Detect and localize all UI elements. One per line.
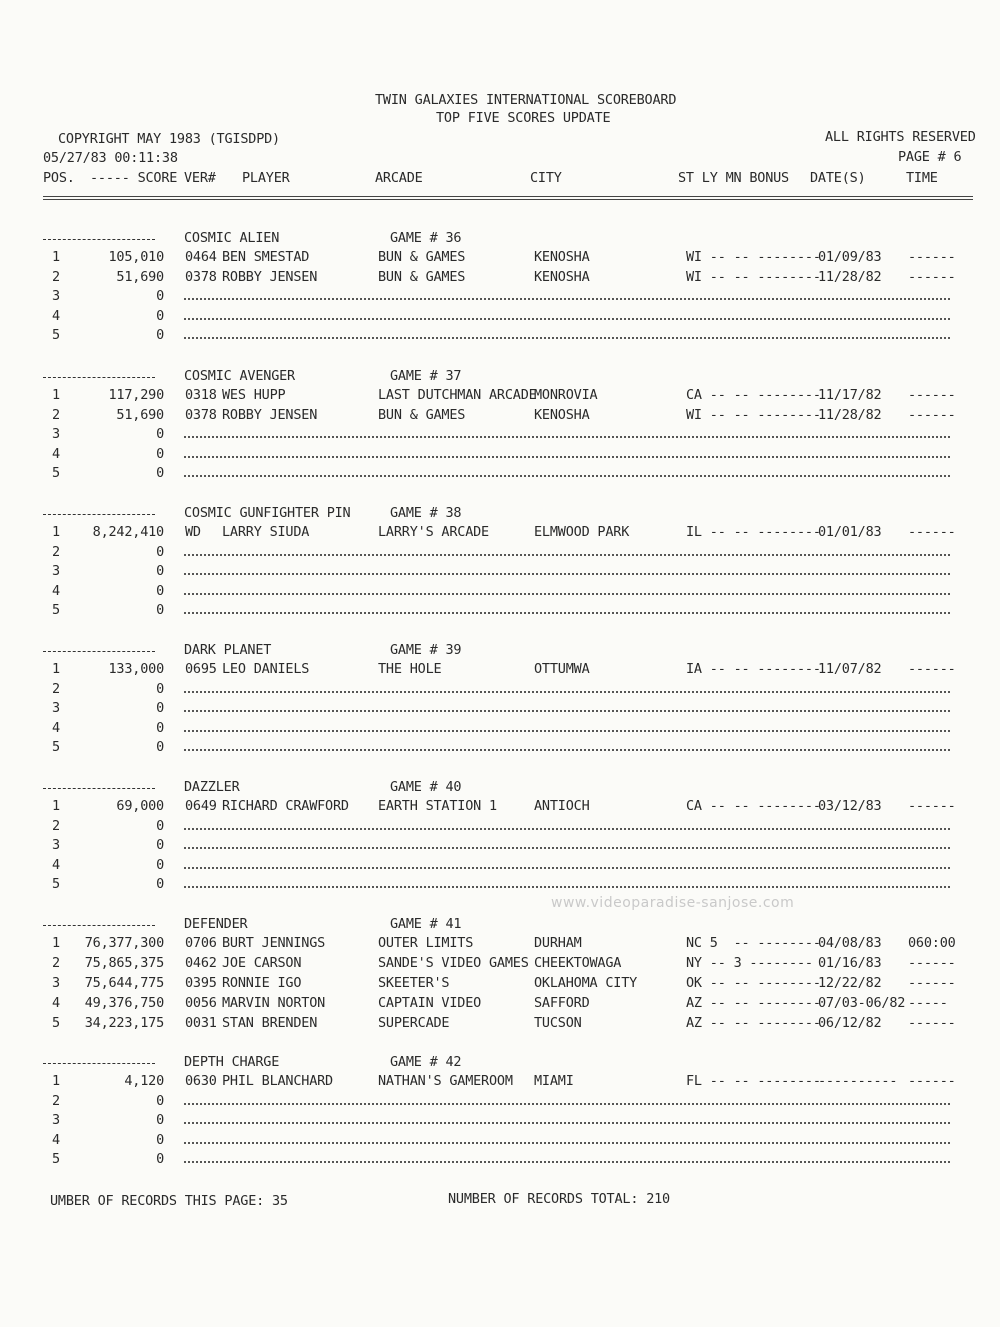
city: TUCSON [534, 1015, 582, 1032]
arcade-name: NATHAN'S GAMEROOM [378, 1073, 513, 1089]
score: 0 [156, 856, 164, 873]
empty-row-dots [184, 593, 950, 595]
copyright: COPYRIGHT MAY 1983 (TGISDPD) [58, 131, 280, 147]
version: 0056 [185, 995, 217, 1012]
section-divider [43, 651, 155, 652]
arcade-name: SUPERCADE [378, 1015, 450, 1032]
position: 3 [52, 700, 60, 717]
game-number: GAME # 40 [390, 779, 462, 795]
player-name: BEN SMESTAD [222, 249, 310, 265]
time: ------ [908, 1015, 956, 1032]
city: SAFFORD [534, 995, 590, 1012]
score: 51,690 [116, 268, 164, 285]
section-divider [43, 514, 155, 515]
position: 5 [52, 465, 60, 482]
header-rule [43, 196, 973, 197]
position: 2 [52, 406, 60, 423]
version: 0695 [185, 661, 217, 677]
empty-row-dots [184, 573, 950, 575]
city: DURHAM [534, 935, 582, 951]
empty-row-dots [184, 337, 950, 339]
empty-row-dots [184, 436, 950, 438]
score: 76,377,300 [84, 935, 164, 951]
version: 0462 [185, 955, 217, 972]
score: 133,000 [108, 661, 164, 677]
arcade-name: BUN & GAMES [378, 249, 466, 265]
arcade-name: SKEETER'S [378, 975, 450, 992]
state-level-bonus: CA -- -- -------- [686, 798, 821, 814]
date: 03/12/83 [818, 798, 882, 814]
date: 06/12/82 [818, 1015, 882, 1032]
score: 34,223,175 [84, 1015, 164, 1032]
position: 1 [52, 524, 60, 540]
position: 4 [52, 445, 60, 462]
rights-reserved: ALL RIGHTS RESERVED [825, 129, 976, 145]
position: 2 [52, 817, 60, 834]
position: 1 [52, 1073, 60, 1089]
position: 5 [52, 602, 60, 619]
score: 0 [156, 1131, 164, 1148]
report-title: TWIN GALAXIES INTERNATIONAL SCOREBOARD [375, 92, 677, 108]
score: 0 [156, 680, 164, 697]
score: 0 [156, 700, 164, 717]
state-level-bonus: WI -- -- -------- [686, 249, 821, 265]
empty-row-dots [184, 456, 950, 458]
version: 0031 [185, 1015, 217, 1032]
score: 69,000 [116, 798, 164, 814]
empty-row-dots [184, 867, 950, 869]
score: 8,242,410 [92, 524, 164, 540]
score: 0 [156, 307, 164, 324]
column-header: ----- SCORE [90, 170, 178, 186]
player-name: BURT JENNINGS [222, 935, 326, 951]
date: 01/01/83 [818, 524, 882, 540]
date: 07/03-06/82 [818, 995, 906, 1012]
arcade-name: OUTER LIMITS [378, 935, 474, 951]
column-header: CITY [530, 170, 562, 186]
score: 0 [156, 563, 164, 580]
version: 0395 [185, 975, 217, 992]
city: ANTIOCH [534, 798, 590, 814]
empty-row-dots [184, 1142, 950, 1144]
empty-row-dots [184, 847, 950, 849]
state-level-bonus: CA -- -- -------- [686, 387, 821, 403]
arcade-name: BUN & GAMES [378, 406, 466, 423]
empty-row-dots [184, 298, 950, 300]
column-header: POS. [43, 170, 75, 186]
score: 51,690 [116, 406, 164, 423]
time: ------ [908, 524, 956, 540]
game-name: DARK PLANET [184, 642, 272, 658]
column-header: DATE(S) [810, 170, 866, 186]
position: 1 [52, 249, 60, 265]
time: ------ [908, 661, 956, 677]
city: ELMWOOD PARK [534, 524, 630, 540]
version: 0378 [185, 406, 217, 423]
empty-row-dots [184, 612, 950, 614]
records-total: NUMBER OF RECORDS TOTAL: 210 [448, 1191, 670, 1207]
city: KENOSHA [534, 268, 590, 285]
date: 11/07/82 [818, 661, 882, 677]
position: 2 [52, 543, 60, 560]
score: 75,865,375 [84, 955, 164, 972]
city: OKLAHOMA CITY [534, 975, 638, 992]
empty-row-dots [184, 710, 950, 712]
time: ------ [908, 798, 956, 814]
date: 12/22/82 [818, 975, 882, 992]
player-name: STAN BRENDEN [222, 1015, 318, 1032]
page-number: PAGE # 6 [898, 149, 962, 165]
score: 75,644,775 [84, 975, 164, 992]
position: 3 [52, 563, 60, 580]
version: 0378 [185, 268, 217, 285]
score: 0 [156, 426, 164, 443]
position: 3 [52, 837, 60, 854]
city: CHEEKTOWAGA [534, 955, 622, 972]
score: 0 [156, 602, 164, 619]
arcade-name: LAST DUTCHMAN ARCADE [378, 387, 537, 403]
time: ------ [908, 1073, 956, 1089]
player-name: ROBBY JENSEN [222, 268, 318, 285]
empty-row-dots [184, 1122, 950, 1124]
player-name: RONNIE IGO [222, 975, 302, 992]
score: 0 [156, 876, 164, 893]
position: 4 [52, 719, 60, 736]
empty-row-dots [184, 828, 950, 830]
game-number: GAME # 38 [390, 505, 462, 521]
report-subtitle: TOP FIVE SCORES UPDATE [436, 110, 611, 126]
position: 4 [52, 995, 60, 1012]
date: ---------- [818, 1073, 898, 1089]
city: MONROVIA [534, 387, 598, 403]
column-header: PLAYER [242, 170, 290, 186]
position: 4 [52, 582, 60, 599]
score: 0 [156, 543, 164, 560]
score: 0 [156, 1092, 164, 1109]
arcade-name: EARTH STATION 1 [378, 798, 497, 814]
game-number: GAME # 39 [390, 642, 462, 658]
date: 11/17/82 [818, 387, 882, 403]
position: 1 [52, 661, 60, 677]
score: 0 [156, 582, 164, 599]
score: 0 [156, 327, 164, 344]
section-divider [43, 788, 155, 789]
records-this-page: UMBER OF RECORDS THIS PAGE: 35 [50, 1193, 288, 1209]
score: 0 [156, 1151, 164, 1168]
state-level-bonus: NC 5 -- -------- [686, 935, 821, 951]
empty-row-dots [184, 1103, 950, 1105]
position: 5 [52, 1151, 60, 1168]
empty-row-dots [184, 749, 950, 751]
score: 0 [156, 445, 164, 462]
score: 0 [156, 739, 164, 756]
score: 4,120 [124, 1073, 164, 1089]
score: 117,290 [108, 387, 164, 403]
column-header: VER# [184, 170, 216, 186]
score: 105,010 [108, 249, 164, 265]
header-rule [43, 199, 973, 200]
arcade-name: SANDE'S VIDEO GAMES [378, 955, 529, 972]
time: ------ [908, 249, 956, 265]
date: 04/08/83 [818, 935, 882, 951]
game-name: DAZZLER [184, 779, 240, 795]
version: WD [185, 524, 201, 540]
position: 5 [52, 327, 60, 344]
section-divider [43, 377, 155, 378]
state-level-bonus: AZ -- -- -------- [686, 1015, 821, 1032]
state-level-bonus: FL -- -- -------- [686, 1073, 821, 1089]
arcade-name: CAPTAIN VIDEO [378, 995, 482, 1012]
game-number: GAME # 42 [390, 1054, 462, 1070]
player-name: LARRY SIUDA [222, 524, 310, 540]
game-number: GAME # 41 [390, 916, 462, 932]
game-name: COSMIC GUNFIGHTER PIN [184, 505, 351, 521]
position: 2 [52, 680, 60, 697]
position: 3 [52, 1112, 60, 1129]
time: ------ [908, 406, 956, 423]
arcade-name: BUN & GAMES [378, 268, 466, 285]
position: 5 [52, 739, 60, 756]
game-number: GAME # 37 [390, 368, 462, 384]
player-name: WES HUPP [222, 387, 286, 403]
section-divider [43, 1063, 155, 1064]
player-name: JOE CARSON [222, 955, 302, 972]
state-level-bonus: WI -- -- -------- [686, 406, 821, 423]
score: 49,376,750 [84, 995, 164, 1012]
watermark: www.videoparadise-sanjose.com [551, 895, 795, 911]
score: 0 [156, 817, 164, 834]
score: 0 [156, 465, 164, 482]
position: 1 [52, 798, 60, 814]
empty-row-dots [184, 475, 950, 477]
date: 11/28/82 [818, 406, 882, 423]
score: 0 [156, 288, 164, 305]
column-header: ST LY MN BONUS [678, 170, 789, 186]
state-level-bonus: AZ -- -- -------- [686, 995, 821, 1012]
position: 4 [52, 307, 60, 324]
player-name: PHIL BLANCHARD [222, 1073, 333, 1089]
version: 0318 [185, 387, 217, 403]
position: 2 [52, 268, 60, 285]
time: ------ [908, 387, 956, 403]
game-name: DEPTH CHARGE [184, 1054, 280, 1070]
position: 4 [52, 856, 60, 873]
time: ----- [908, 995, 948, 1012]
player-name: LEO DANIELS [222, 661, 310, 677]
score: 0 [156, 837, 164, 854]
column-header: TIME [906, 170, 938, 186]
state-level-bonus: NY -- 3 -------- [686, 955, 813, 972]
time: ------ [908, 975, 956, 992]
empty-row-dots [184, 1161, 950, 1163]
version: 0464 [185, 249, 217, 265]
position: 2 [52, 1092, 60, 1109]
arcade-name: LARRY'S ARCADE [378, 524, 489, 540]
city: OTTUMWA [534, 661, 590, 677]
position: 2 [52, 955, 60, 972]
position: 1 [52, 387, 60, 403]
position: 4 [52, 1131, 60, 1148]
timestamp: 05/27/83 00:11:38 [43, 150, 178, 166]
time: ------ [908, 955, 956, 972]
version: 0630 [185, 1073, 217, 1089]
position: 3 [52, 975, 60, 992]
arcade-name: THE HOLE [378, 661, 442, 677]
position: 5 [52, 876, 60, 893]
state-level-bonus: WI -- -- -------- [686, 268, 821, 285]
version: 0706 [185, 935, 217, 951]
date: 11/28/82 [818, 268, 882, 285]
empty-row-dots [184, 318, 950, 320]
player-name: RICHARD CRAWFORD [222, 798, 349, 814]
city: MIAMI [534, 1073, 574, 1089]
city: KENOSHA [534, 249, 590, 265]
score: 0 [156, 1112, 164, 1129]
date: 01/09/83 [818, 249, 882, 265]
game-name: COSMIC AVENGER [184, 368, 295, 384]
position: 1 [52, 935, 60, 951]
position: 3 [52, 426, 60, 443]
date: 01/16/83 [818, 955, 882, 972]
time: ------ [908, 268, 956, 285]
game-number: GAME # 36 [390, 230, 462, 246]
position: 5 [52, 1015, 60, 1032]
player-name: ROBBY JENSEN [222, 406, 318, 423]
section-divider [43, 925, 155, 926]
section-divider [43, 239, 155, 240]
state-level-bonus: IL -- -- -------- [686, 524, 821, 540]
player-name: MARVIN NORTON [222, 995, 326, 1012]
version: 0649 [185, 798, 217, 814]
empty-row-dots [184, 730, 950, 732]
game-name: COSMIC ALIEN [184, 230, 280, 246]
score: 0 [156, 719, 164, 736]
state-level-bonus: OK -- -- -------- [686, 975, 821, 992]
city: KENOSHA [534, 406, 590, 423]
position: 3 [52, 288, 60, 305]
time: 060:00 [908, 935, 956, 951]
column-header: ARCADE [375, 170, 423, 186]
empty-row-dots [184, 886, 950, 888]
empty-row-dots [184, 691, 950, 693]
game-name: DEFENDER [184, 916, 248, 932]
empty-row-dots [184, 554, 950, 556]
state-level-bonus: IA -- -- -------- [686, 661, 821, 677]
